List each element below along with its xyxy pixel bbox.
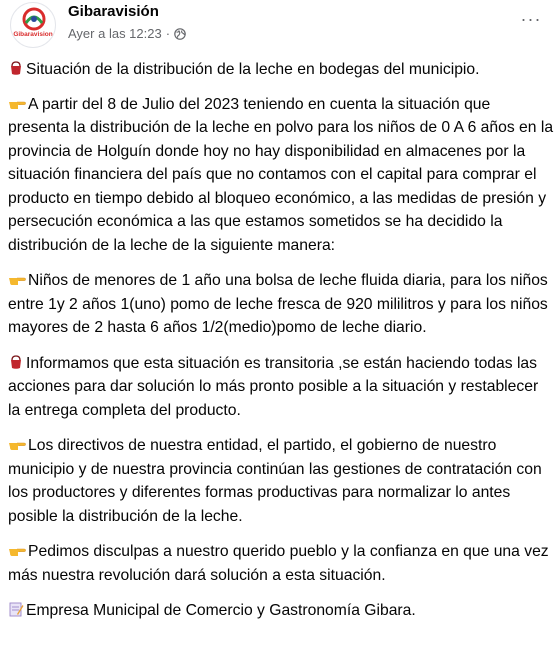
post-meta <box>68 26 186 41</box>
paragraph-text: Niños de menores de 1 año una bolsa de leche fluida diaria, para los niños entre 1y 2 años 1(uno) pomo de leche fresca de 920 mililitros y para los niños mayores de 2 hasta 6 años 1/2(medio)pomo de leche diario. <box>8 272 548 336</box>
post-paragraph <box>8 93 554 258</box>
pointing-hand-icon <box>8 95 26 111</box>
meta-separator: · <box>165 26 171 41</box>
post-paragraph <box>8 599 554 623</box>
post-paragraph <box>8 352 554 423</box>
more-options-icon: ··· <box>520 8 542 29</box>
paragraph-text: Situación de la distribución de la leche en bodegas del municipio. <box>26 61 480 78</box>
page-name[interactable]: Gibaravisión <box>68 3 159 20</box>
paragraph-text: Los directivos de nuestra entidad, el partido, el gobierno de nuestro municipio y de nuestra provincia continúan las gestiones de contratación con los productores y diferentes formas productivas para normalizar lo antes posible la distribución de la leche. <box>8 437 542 525</box>
pointing-hand-icon <box>8 542 26 558</box>
paragraph-text: Pedimos disculpas a nuestro querido pueblo y la confianza en que una vez más nuestra revolución dará solución a esta situación. <box>8 543 549 584</box>
post-paragraph <box>8 540 554 587</box>
more-options-button[interactable] <box>513 4 549 34</box>
post-timestamp[interactable]: Ayer a las 12:23 <box>68 26 162 41</box>
gibaravision-logo-icon <box>11 3 56 48</box>
globe-icon <box>174 28 186 40</box>
memo-icon <box>8 601 24 617</box>
post-body <box>8 58 554 623</box>
avatar[interactable] <box>10 2 56 48</box>
post-paragraph <box>8 434 554 528</box>
paragraph-text: Empresa Municipal de Comercio y Gastronomía Gibara. <box>26 602 416 619</box>
post-paragraph <box>8 58 554 82</box>
red-bag-icon <box>8 60 24 76</box>
pointing-hand-icon <box>8 271 26 287</box>
post-paragraph <box>8 269 554 340</box>
paragraph-text: A partir del 8 de Julio del 2023 teniendo en cuenta la situación que presenta la distribución de la leche en polvo para los niños de 0 A 6 años en la provincia de Holguín donde hoy no hay disponibilidad en almacenes por la situación financiera del país que no contamos con el capital para comprar el producto en tiempo debido al bloqueo económico, a las medidas de presión y persecución económica a las que estamos sometidos se ha decidido la distribución de la leche de la siguiente manera: <box>8 95 554 254</box>
paragraph-text: Informamos que esta situación es transitoria ,se están haciendo todas las acciones para dar solución lo más pronto posible a la situación y restablecer la entrega completa del producto. <box>8 354 539 419</box>
red-bag-icon <box>8 354 24 370</box>
avatar-label: Gibaravision <box>13 31 53 38</box>
pointing-hand-icon <box>8 436 26 452</box>
post-header <box>0 0 555 52</box>
